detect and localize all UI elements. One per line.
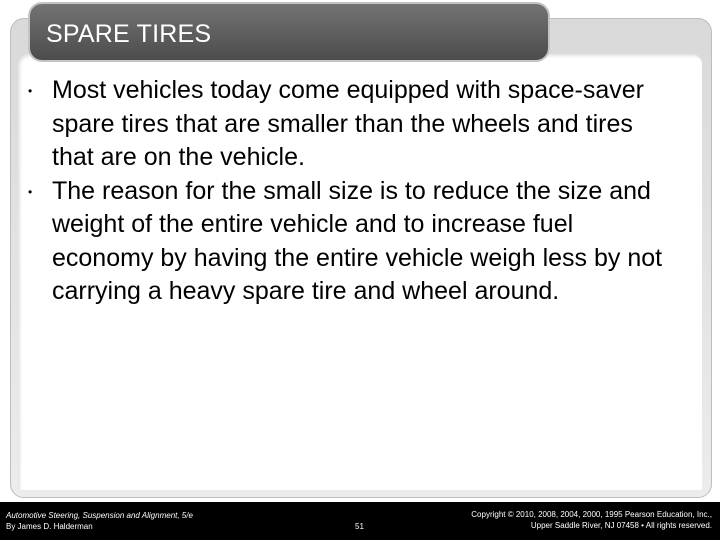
bullet-text: Most vehicles today come equipped with space-saver spare tires that are smaller than the wheels and tires that are on the vehicle.	[52, 76, 644, 171]
title-bar	[28, 2, 550, 62]
bullet-text: The reason for the small size is to reduce the size and weight of the entire vehicle and to increase fuel economy by having the entire vehicle weigh less by not carrying a heavy spare tire and wheel around.	[52, 176, 663, 305]
slide-title: SPARE TIRES	[46, 20, 212, 48]
bullet-icon: •	[28, 184, 33, 199]
footer-copyright	[471, 509, 712, 531]
copyright-line: Copyright © 2010, 2008, 2004, 2000, 1995 Pearson Education, Inc.,	[471, 510, 712, 519]
bullet-item	[28, 175, 676, 309]
book-author: By James D. Halderman	[6, 522, 93, 531]
page-number: 51	[355, 522, 364, 531]
bullet-item	[28, 74, 676, 175]
book-title: Automotive Steering, Suspension and Alignment, 5/e	[6, 511, 193, 520]
address-line: Upper Saddle River, NJ 07458 • All rights reserved.	[530, 521, 712, 530]
footer-book-info	[6, 510, 193, 532]
bullet-list	[28, 74, 676, 309]
bullet-icon: •	[28, 84, 33, 98]
footer-bar	[0, 502, 720, 540]
